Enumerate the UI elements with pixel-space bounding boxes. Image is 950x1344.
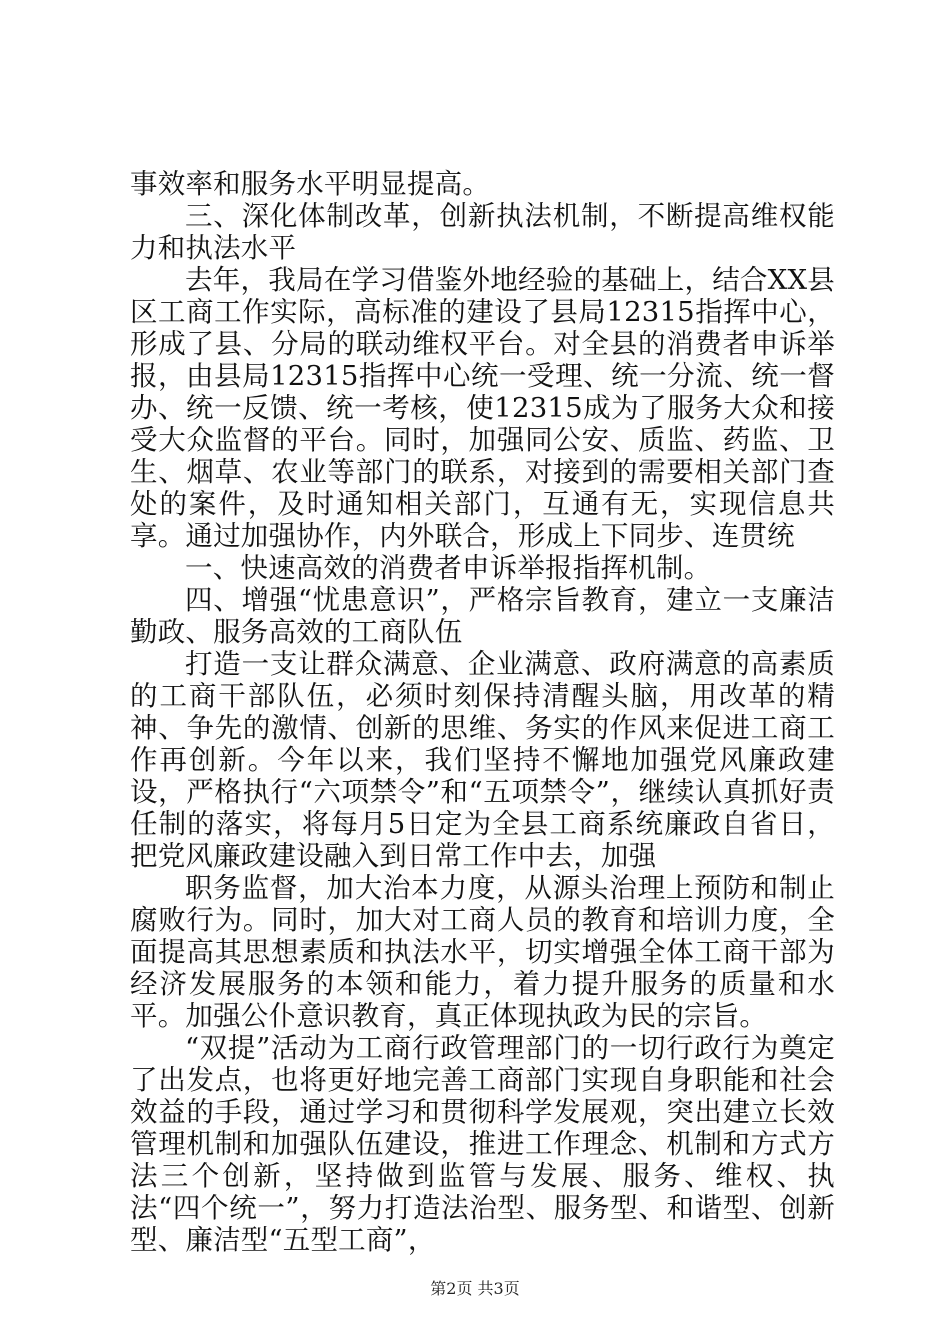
section-heading: 三、深化体制改革，创新执法机制，不断提高维权能力和执法水平: [130, 200, 835, 264]
page-footer: [0, 1276, 950, 1299]
paragraph: “双提”活动为工商行政管理部门的一切行政行为奠定了出发点，也将更好地完善工商部门实现自身职能和社会效益的手段，通过学习和贯彻科学发展观，突出建立长效管理机制和加强队伍建设，推进工作理念、机制和方式方法三个创新，坚持做到监管与发展、服务、维权、执法“四个统一”，努力打造法治型、服务型、和谐型、创新型、廉洁型“五型工商”，: [130, 1032, 835, 1256]
paragraph: 事效率和服务水平明显提高。: [130, 168, 491, 200]
section-heading: 一、快速高效的消费者申诉举报指挥机制。: [185, 552, 712, 584]
section-heading: 四、增强“忧患意识”，严格宗旨教育，建立一支廉洁勤政、服务高效的工商队伍: [130, 584, 835, 648]
paragraph: 打造一支让群众满意、企业满意、政府满意的高素质的工商干部队伍，必须时刻保持清醒头脑，用改革的精神、争先的激情、创新的思维、务实的作风来促进工商工作再创新。今年以来，我们坚持不懈地加强党风廉政建设，严格执行“六项禁令”和“五项禁令”，继续认真抓好责任制的落实，将每月5日定为全县工商系统廉政自省日，把党风廉政建设融入到日常工作中去，加强: [130, 648, 835, 872]
page-number-label: 第2页 共3页: [430, 1279, 520, 1298]
paragraph: 职务监督，加大治本力度，从源头治理上预防和制止腐败行为。同时，加大对工商人员的教育和培训力度，全面提高其思想素质和执法水平，切实增强全体工商干部为经济发展服务的本领和能力，着力提升服务的质量和水平。加强公仆意识教育，真正体现执政为民的宗旨。: [130, 872, 835, 1032]
paragraph: 去年，我局在学习借鉴外地经验的基础上，结合XX县区工商工作实际，高标准的建设了县局12315指挥中心，形成了县、分局的联动维权平台。对全县的消费者申诉举报，由县局12315指挥中心统一受理、统一分流、统一督办、统一反馈、统一考核，使12315成为了服务大众和接受大众监督的平台。同时，加强同公安、质监、药监、卫生、烟草、农业等部门的联系，对接到的需要相关部门查处的案件，及时通知相关部门，互通有无，实现信息共享。通过加强协作，内外联合，形成上下同步、连贯统: [130, 264, 835, 552]
document-body: [130, 168, 835, 1256]
